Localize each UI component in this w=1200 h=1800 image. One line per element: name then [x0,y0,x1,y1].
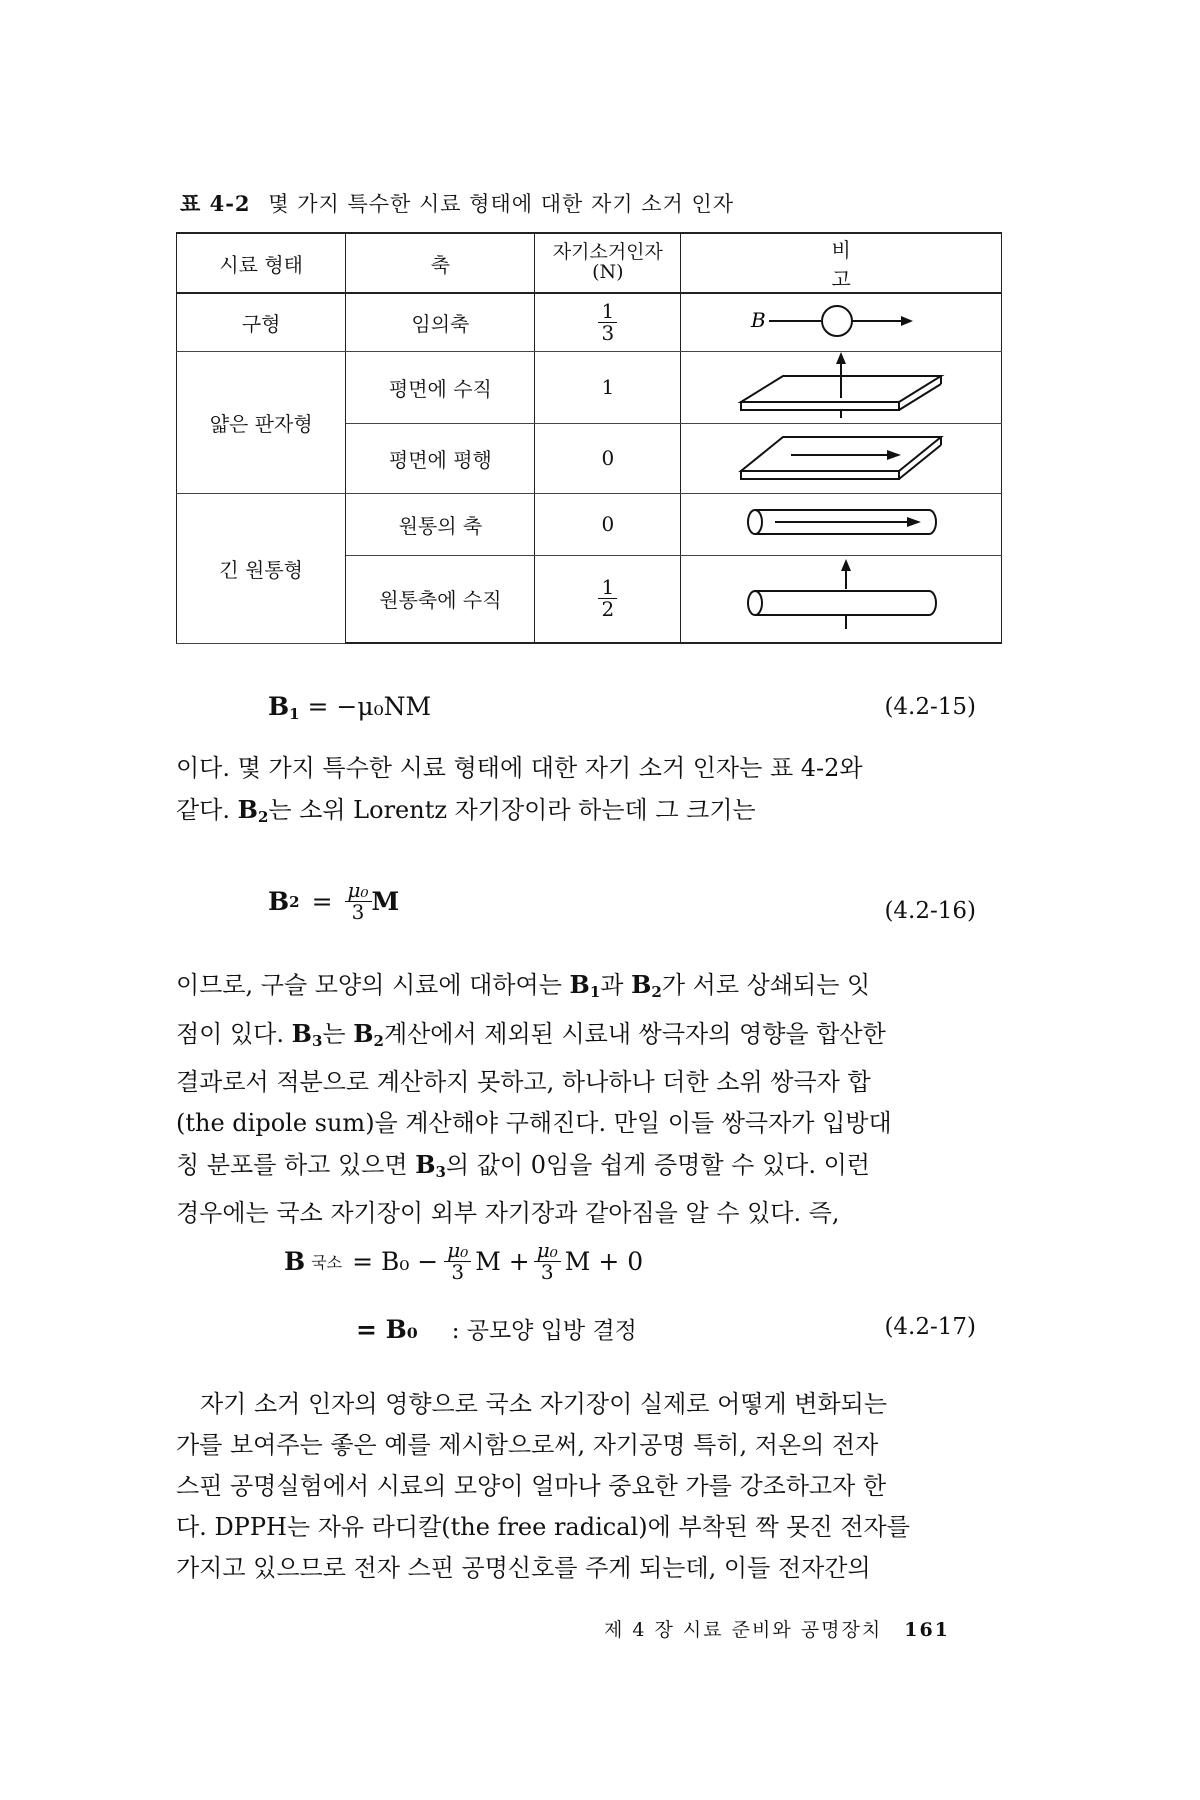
table-row [177,351,1002,423]
text-line: 결과로서 적분으로 계산하지 못하고, 하나하나 더한 소위 쌍극자 합 [176,1068,871,1096]
equation-4-2-17-line2 [356,1312,637,1345]
text-line [176,789,1002,838]
text-line: 가지고 있으므로 전자 스핀 공명신호를 주게 되는데, 이들 전자간의 [176,1554,871,1582]
cell-factor [535,293,681,351]
eq-tail: M [371,887,400,916]
eq-equals: = [311,887,333,916]
cell-axis: 원통의 축 [346,493,535,555]
text-line: 자기 소거 인자의 영향으로 국소 자기장이 실제로 어떻게 변화되는 [200,1390,887,1418]
symbol-b2: $B_2$ [237,795,269,826]
eq-rhs: = −μ₀NM [307,692,432,721]
equation-number: (4.2-15) [884,694,976,720]
text-span: 가 서로 상쇄되는 잇 [661,971,871,999]
paragraph-1 [176,748,1002,838]
fraction [598,298,617,345]
symbol-b2: $B_2$ [631,970,662,1001]
cylinder-perpendicular-icon [691,559,991,633]
text-span: 과 [600,971,624,999]
text-line: 이다. 몇 가지 특수한 시료 형태에 대한 자기 소거 인자는 표 4-2와 [176,754,863,782]
text-span: 칭 분포를 하고 있으면 [176,1151,408,1179]
thin-plate-parallel-icon [691,425,991,487]
equation-number: (4.2-17) [884,1314,976,1340]
equation-4-2-15 [268,692,431,723]
fraction-denominator: 3 [601,320,615,345]
table-row [177,293,1002,351]
cell-note [681,423,1002,493]
symbol-b1: $B_1$ [569,970,601,1001]
fraction-numerator: 1 [598,301,617,323]
table-caption [180,188,734,218]
text-line [176,1013,1002,1062]
cylinder-axial-icon [691,502,991,542]
fraction-numerator: μ₀ [444,1240,471,1262]
header-note: 비 고 [681,233,1002,293]
cell-factor: 0 [535,493,681,555]
eq-lhs-sub: 국소 [311,1253,343,1272]
paragraph-2 [176,964,1002,1234]
symbol-b2: $B_2$ [353,1019,384,1050]
thin-plate-perpendicular-icon [691,352,991,418]
cell-note [681,555,1002,643]
text-line: 가를 보여주는 좋은 예를 제시함으로써, 자기공명 특히, 저온의 전자 [176,1431,879,1459]
eq-part: = B₀ − [352,1247,439,1276]
equation-4-2-16 [268,880,399,923]
field-label: B [751,307,766,332]
eq-sub: 1 [289,705,300,723]
fraction-denominator: 3 [451,1260,465,1284]
sphere-diagram-icon [691,295,991,345]
eq-lhs: B [284,1247,306,1276]
table-number: 표 4-2 [180,191,251,216]
cell-axis: 평면에 평행 [346,423,535,493]
eq-lhs: B [268,692,290,721]
cell-factor: 1 [535,351,681,423]
equation-4-2-17-line1 [284,1240,643,1283]
eq-part: = B₀ [356,1315,418,1344]
fraction [345,880,372,923]
header-shape: 시료 형태 [177,233,346,293]
cell-note [681,493,1002,555]
symbol-b3: $B_3$ [415,1150,446,1181]
text-span: 이므로, 구슬 모양의 시료에 대하여는 [176,971,562,999]
fraction-numerator: 1 [598,577,617,599]
header-axis: 축 [346,233,535,293]
eq-sub: 2 [289,892,300,911]
chapter-title: 제 4 장 시료 준비와 공명장치 [604,1619,883,1641]
text-span: 는 [322,1020,346,1048]
text-span: 점이 있다. [176,1020,284,1048]
eq-part: M + [475,1247,530,1276]
cell-axis: 평면에 수직 [346,351,535,423]
fraction-numerator: μ₀ [534,1240,561,1262]
symbol-b3: $B_3$ [291,1019,323,1050]
cell-factor [535,555,681,643]
text-line: 스핀 공명실험에서 시료의 모양이 얼마나 중요한 가를 강조하고자 한 [176,1472,887,1500]
header-factor-line2: (N) [592,261,624,283]
cell-factor: 0 [535,423,681,493]
text-span: 계산에서 제외된 시료내 쌍극자의 영향을 합산한 [383,1020,886,1048]
text-line: (the dipole sum)을 계산해야 구해진다. 만일 이들 쌍극자가 입방대 [176,1109,892,1137]
fraction [444,1240,471,1283]
fraction-denominator: 2 [601,597,615,622]
cell-note [681,351,1002,423]
fraction [598,577,617,620]
page-footer [604,1615,950,1642]
eq-lhs: B [268,887,290,916]
equation-number: (4.2-16) [884,898,976,924]
cell-shape: 얇은 판자형 [177,351,346,493]
demagnetization-table [176,232,1002,644]
cell-axis: 임의축 [346,293,535,351]
text-line [176,964,1002,1013]
header-factor-line1: 자기소거인자 [552,241,663,264]
table-row [177,493,1002,555]
eq-note: : 공모양 입방 결정 [451,1318,637,1344]
fraction-denominator: 3 [540,1260,554,1284]
fraction-denominator: 3 [351,900,365,924]
cell-shape: 구형 [177,293,346,351]
fraction [534,1240,561,1283]
text-line [176,1144,1002,1193]
text-span: 같다. [176,796,230,824]
cell-axis: 원통축에 수직 [346,555,535,643]
eq-part: M + 0 [564,1247,644,1276]
cell-note [681,293,1002,351]
fraction-numerator: μ₀ [345,880,372,902]
table-title: 몇 가지 특수한 시료 형태에 대한 자기 소거 인자 [268,192,735,216]
text-line: 경우에는 국소 자기장이 외부 자기장과 같아짐을 알 수 있다. 즉, [176,1199,840,1227]
text-line: 다. DPPH는 자유 라디칼(the free radical)에 부착된 짝 못진 전자를 [176,1513,910,1541]
text-span: 는 소위 Lorentz 자기장이라 하는데 그 크기는 [268,796,756,824]
page-number: 161 [904,1619,950,1641]
text-span: 의 값이 0임을 쉽게 증명할 수 있다. 이런 [445,1151,870,1179]
cell-shape: 긴 원통형 [177,493,346,643]
paragraph-3 [176,1384,1002,1589]
header-factor [535,233,681,293]
